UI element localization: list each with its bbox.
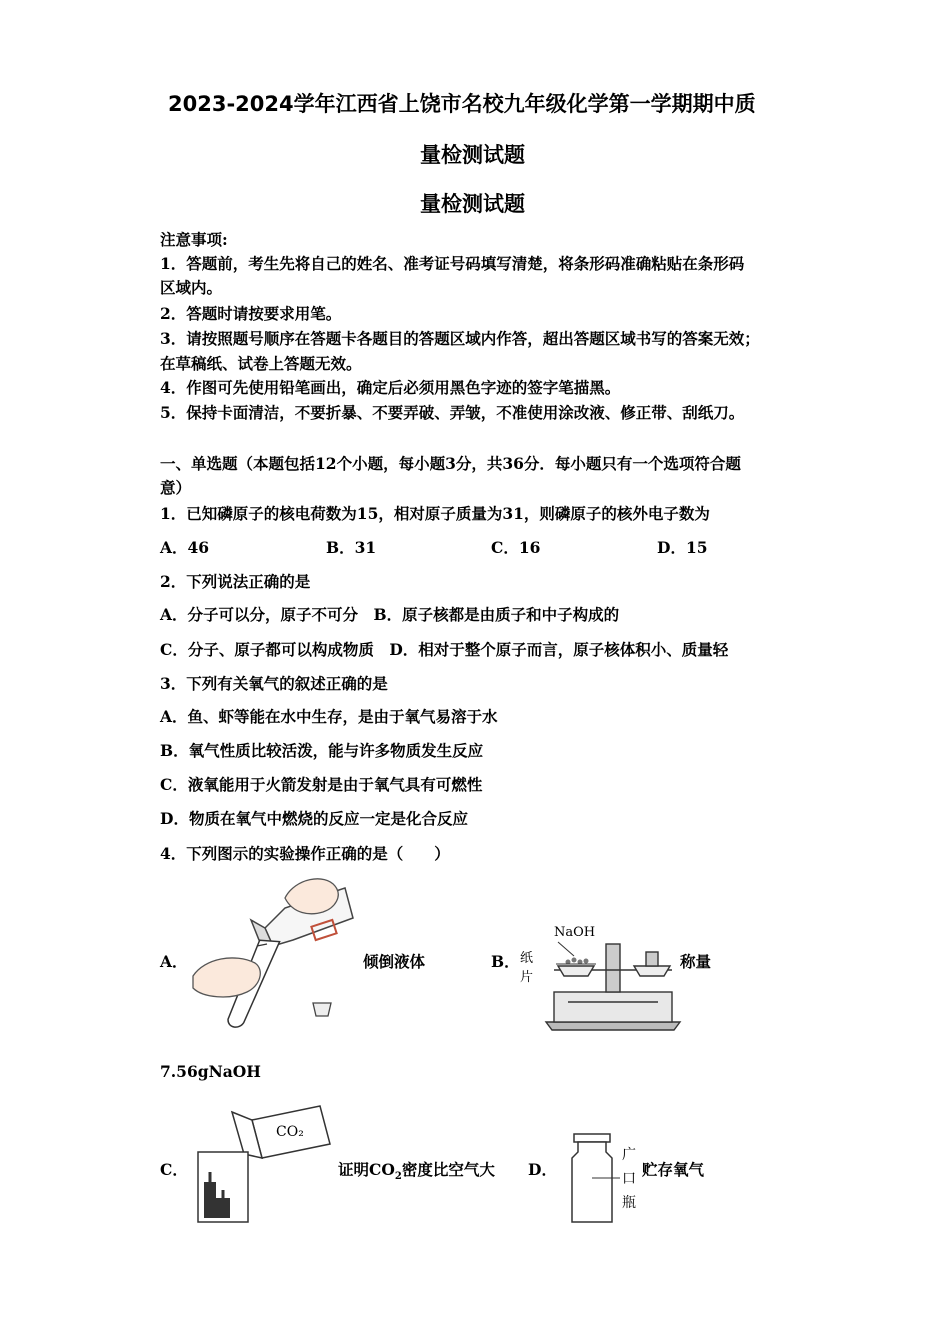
stopper-icon (313, 1003, 331, 1016)
hand-top-icon (285, 879, 338, 914)
section-heading: 一、单选题（本题包括12个小题，每小题3分，共36分．每小题只有一个选项符合题 (160, 454, 741, 473)
paper-label-2: 片 (520, 970, 534, 985)
caption-part-1: 证明CO (338, 1160, 395, 1179)
paper-label-1: 纸 (520, 951, 534, 966)
notice-item: 5．保持卡面清洁，不要折暴、不要弄破、弄皱，不准使用涂改液、修正带、刮纸刀。 (160, 403, 745, 422)
notice-heading: 注意事项: (160, 230, 228, 249)
q3-option-d: D．物质在氧气中燃烧的反应一定是化合反应 (160, 809, 468, 828)
co2-bottle-label: CO₂ (276, 1124, 304, 1140)
q3-stem: 3．下列有关氧气的叙述正确的是 (160, 674, 388, 693)
q3-option-c: C．液氧能用于火箭发射是由于氧气具有可燃性 (160, 775, 483, 794)
q4-option-a-label: A． (160, 952, 188, 971)
notice-item: 4．作图可先使用铅笔画出，确定后必须用黑色字迹的签字笔描黑。 (160, 378, 621, 397)
notice-item: 2．答题时请按要求用笔。 (160, 304, 342, 323)
wide-mouth-label-2: 口 (622, 1171, 636, 1187)
page-title-line-2: 量检测试题 (420, 143, 525, 167)
q4-option-d-label: D． (528, 1160, 557, 1179)
balance-scale-figure (538, 930, 688, 1035)
naoh-label: NaOH (554, 925, 596, 940)
notice-item: 在草稿纸、试卷上答题无效。 (160, 354, 362, 373)
wide-mouth-label-3: 瓶 (622, 1195, 636, 1211)
q1-option-b: B．31 (326, 538, 377, 557)
notice-item: 1．答题前，考生先将自己的姓名、准考证号码填写清楚，将条形码准确粘贴在条形码 (160, 254, 745, 273)
q4-option-b-label: B． (491, 952, 520, 971)
page-title-line-1: 2023-2024学年江西省上饶市名校九年级化学第一学期期中质 (168, 92, 756, 116)
q4-option-d-caption: 贮存氧气 (642, 1160, 705, 1179)
q3-option-a: A．鱼、虾等能在水中生存，是由于氧气易溶于水 (160, 707, 498, 726)
q4-option-c-caption (338, 1158, 495, 1182)
q1-option-d: D．15 (657, 538, 708, 557)
q2-stem: 2．下列说法正确的是 (160, 572, 311, 591)
q1-stem: 1．已知磷原子的核电荷数为15，相对原子质量为31，则磷原子的核外电子数为 (160, 504, 710, 523)
wide-mouth-label-1: 广 (622, 1147, 636, 1163)
q4-option-a-caption: 倾倒液体 (363, 952, 426, 971)
wide-mouth-bottle-figure (562, 1130, 622, 1225)
q4-option-c-label: C． (160, 1160, 188, 1179)
notice-item: 3．请按照题号顺序在答题卡各题目的答题区域内作答，超出答题区域书写的答案无效； (160, 329, 760, 348)
pouring-liquid-figure (185, 868, 360, 1033)
q2-options-ab: A．分子可以分，原子不可分 B．原子核都是由质子和中子构成的 (160, 605, 620, 624)
caption-subscript: 2 (394, 1171, 402, 1183)
q1-option-c: C．16 (491, 538, 541, 557)
q3-option-b: B．氧气性质比较活泼，能与许多物质发生反应 (160, 741, 484, 760)
caption-part-2: 密度比空气大 (401, 1160, 495, 1179)
co2-experiment-figure (190, 1100, 335, 1228)
notice-item: 区域内。 (160, 278, 223, 297)
q4-option-b-caption: 称量 (680, 952, 712, 971)
q2-options-cd: C．分子、原子都可以构成物质 D．相对于整个原子而言，原子核体积小、质量轻 (160, 640, 729, 659)
naoh-pellets-icon (566, 958, 589, 965)
q4-stem: 4．下列图示的实验操作正确的是（ ） (160, 844, 450, 863)
section-heading-cont: 意） (160, 478, 192, 497)
q4-option-b-extra: 7.56gNaOH (160, 1062, 261, 1081)
q1-option-a: A．46 (160, 538, 210, 557)
page-title-line-3: 量检测试题 (420, 192, 525, 216)
